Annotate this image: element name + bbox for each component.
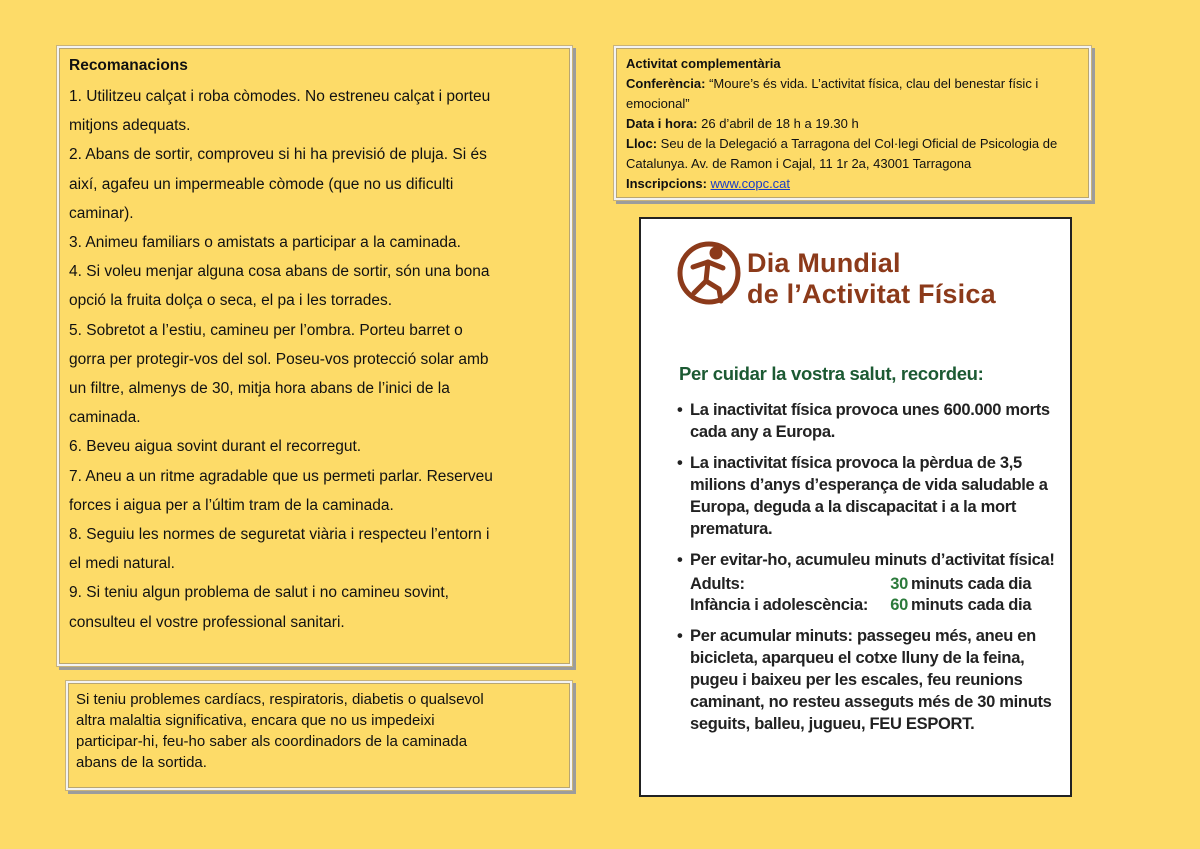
date-label: Data i hora: xyxy=(626,116,698,131)
adults-unit: minuts cada dia xyxy=(911,575,1032,593)
list-item: mitjons adequats. xyxy=(69,117,191,135)
note-line: Si teniu problemes cardíacs, respiratoris, diabetis o qualsevol xyxy=(76,691,484,708)
health-note-box xyxy=(66,681,572,790)
note-line: altra malaltia significativa, encara que no us impedeixi xyxy=(76,712,435,729)
recommendations-box xyxy=(57,46,572,666)
poster-bullet: • Per evitar-ho, acumuleu minuts d’activitat física! xyxy=(677,549,1067,571)
list-item: el medi natural. xyxy=(69,555,175,573)
list-item: 1. Utilitzeu calçat i roba còmodes. No estreneu calçat i porteu xyxy=(69,88,491,105)
place-line xyxy=(626,134,1079,154)
poster-bullets xyxy=(677,399,1067,744)
place-text: Seu de la Delegació a Tarragona del Col·legi Oficial de Psicologia de xyxy=(657,136,1058,151)
date-line xyxy=(626,114,1079,134)
list-item: opció la fruita dolça o seca, el pa i les torrades. xyxy=(69,292,393,310)
minutes-table xyxy=(677,574,1067,616)
physical-activity-poster xyxy=(639,217,1072,797)
poster-title xyxy=(747,248,996,310)
list-item: 9. Si teniu algun problema de salut i no camineu sovint, xyxy=(69,584,449,602)
place-label: Lloc: xyxy=(626,136,658,151)
list-item: així, agafeu un impermeable còmode (que no us dificulti xyxy=(69,175,454,193)
place-line-2: Catalunya. Av. de Ramon i Cajal, 11 1r 2a, 43001 Tarragona xyxy=(626,156,972,171)
adults-minutes: 30 xyxy=(890,575,908,593)
conference-line xyxy=(626,74,1079,94)
kids-unit: minuts cada dia xyxy=(911,596,1032,614)
poster-title-line: de l’Activitat Física xyxy=(747,279,996,309)
list-item: 4. Si voleu menjar alguna cosa abans de sortir, són una bona xyxy=(69,263,490,281)
recommendations-list xyxy=(69,82,560,637)
kids-label: Infància i adolescència: xyxy=(690,596,869,614)
kids-minutes: 60 xyxy=(890,596,908,614)
complementary-activity-box xyxy=(614,46,1091,200)
list-item: caminada. xyxy=(69,409,141,427)
list-item: forces i aigua per a l’últim tram de la caminada. xyxy=(69,496,394,514)
activity-heading: Activitat complementària xyxy=(626,56,781,71)
date-text: 26 d’abril de 18 h a 19.30 h xyxy=(697,116,859,131)
list-item: 7. Aneu a un ritme agradable que us permeti parlar. Reserveu xyxy=(69,467,493,485)
adults-label: Adults: xyxy=(690,575,745,593)
conference-label: Conferència: xyxy=(626,76,706,91)
list-item: 3. Animeu familiars o amistats a participar a la caminada. xyxy=(69,234,461,252)
list-item: 5. Sobretot a l’estiu, camineu per l’ombra. Porteu barret o xyxy=(69,321,463,339)
poster-subtitle: Per cuidar la vostra salut, recordeu: xyxy=(679,363,984,384)
adults-row xyxy=(677,574,1067,595)
kids-row xyxy=(677,595,1067,616)
list-item: gorra per protegir-vos del sol. Poseu-vos protecció solar amb xyxy=(69,350,489,368)
running-figure-logo-icon xyxy=(675,231,745,311)
poster-bullet: • La inactivitat física provoca unes 600.000 morts cada any a Europa. xyxy=(677,399,1067,443)
list-item: caminar). xyxy=(69,204,134,222)
note-line: abans de la sortida. xyxy=(76,754,207,771)
signup-line xyxy=(626,174,1079,194)
conference-line-2: emocional” xyxy=(626,96,690,111)
poster-bullet: • La inactivitat física provoca la pèrdua de 3,5 milions d’anys d’esperança de vida saludable a Europa, deguda a la discapacitat i a la mort prematura. xyxy=(677,452,1067,540)
poster-bullet: • Per acumular minuts: passegeu més, aneu en bicicleta, aparqueu el cotxe lluny de la feina, pugeu i baixeu per les escales, feu reunions caminant, no resteu asseguts més de 30 minuts seguits, balleu, jugueu, FEU ESPORT. xyxy=(677,625,1067,735)
recommendations-title: Recomanacions xyxy=(69,57,188,74)
conference-text: “Moure’s és vida. L’activitat física, clau del benestar físic i xyxy=(705,76,1039,91)
poster-title-line: Dia Mundial xyxy=(747,248,901,278)
list-item: un filtre, almenys de 30, mitja hora abans de l’inici de la xyxy=(69,380,450,398)
list-item: 8. Seguiu les normes de seguretat viària i respecteu l’entorn i xyxy=(69,526,490,544)
list-item: 6. Beveu aigua sovint durant el recorregut. xyxy=(69,438,362,456)
signup-label: Inscripcions: xyxy=(626,176,707,191)
signup-link[interactable]: www.copc.cat xyxy=(710,176,791,191)
list-item: consulteu el vostre professional sanitari. xyxy=(69,613,345,631)
list-item: 2. Abans de sortir, comproveu si hi ha previsió de pluja. Si és xyxy=(69,146,487,164)
note-line: participar-hi, feu-ho saber als coordinadors de la caminada xyxy=(76,733,468,750)
